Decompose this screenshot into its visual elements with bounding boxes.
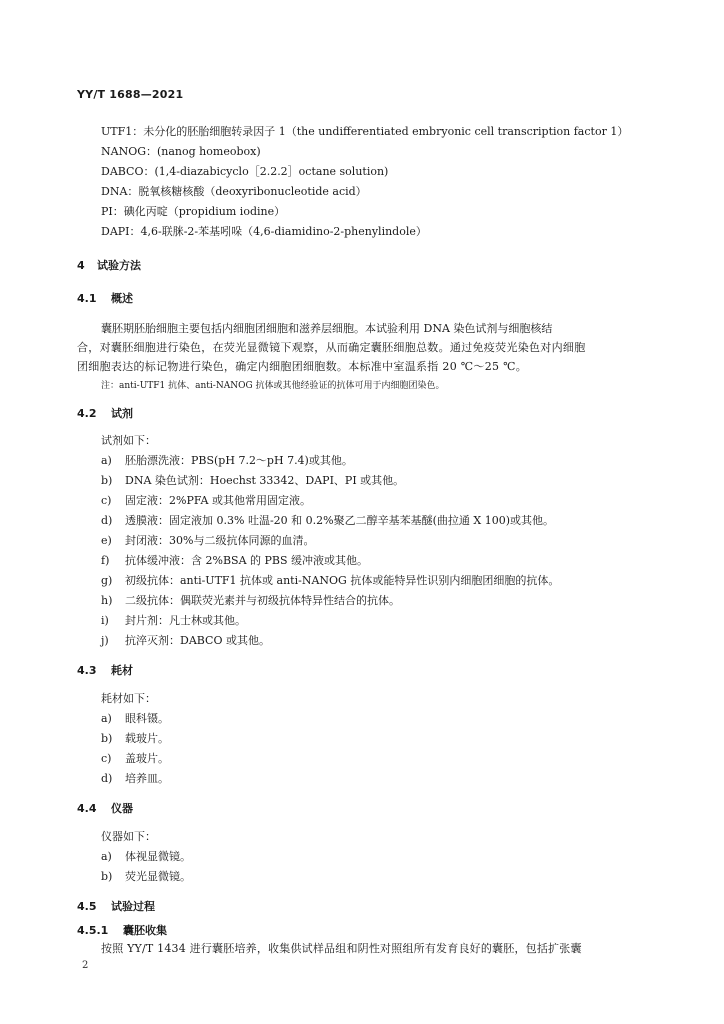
section-number: 4.2 [77, 407, 97, 420]
list-item [101, 592, 400, 608]
section-title: 试验过程 [111, 900, 155, 913]
list-label: b) [101, 474, 113, 487]
list-item [101, 512, 554, 528]
section-number: 4.5.1 [77, 924, 109, 937]
list-label: f) [101, 554, 110, 567]
list-label: j) [101, 634, 109, 647]
section-4-4-heading [77, 800, 133, 816]
list-label: c) [101, 494, 112, 507]
list-text: 眼科镊。 [125, 712, 169, 725]
list-item [101, 750, 169, 766]
list-text: 荧光显微镜。 [125, 870, 191, 883]
list-intro: 耗材如下： [101, 692, 156, 705]
list-text: DNA 染色试剂：Hoechst 33342、DAPI、PI 或其他。 [125, 474, 405, 487]
list-label: b) [101, 732, 113, 745]
list-item [101, 572, 559, 588]
list-item [101, 612, 246, 628]
section-4-heading [77, 257, 141, 273]
list-item [101, 848, 191, 864]
paragraph-line: 按照 YY/T 1434 进行囊胚培养，收集供试样品组和阴性对照组所有发育良好的囊胚，包括扩张囊 [101, 942, 582, 955]
list-intro: 仪器如下： [101, 830, 156, 843]
list-text: 透膜液：固定液加 0.3% 吐温-20 和 0.2%聚乙二醇辛基苯基醚(曲拉通 X 100)或其他。 [125, 514, 554, 527]
list-text: 盖玻片。 [125, 752, 169, 765]
list-item [101, 532, 314, 548]
section-title: 试验方法 [97, 259, 141, 272]
list-label: a) [101, 850, 112, 863]
document-header-id: YY/T 1688—2021 [77, 88, 184, 101]
list-label: e) [101, 534, 112, 547]
list-label: c) [101, 752, 112, 765]
section-4-1-heading [77, 290, 133, 306]
list-label: i) [101, 614, 109, 627]
section-title: 囊胚收集 [123, 924, 167, 937]
note: 注：anti-UTF1 抗体、anti-NANOG 抗体或其他经验证的抗体可用于内细胞团染色。 [101, 381, 445, 391]
abbreviation-nanog: NANOG：(nanog homeobox) [101, 145, 261, 158]
abbreviation-dna: DNA：脱氧核糖核酸（deoxyribonucleotide acid） [101, 185, 367, 198]
list-label: a) [101, 454, 112, 467]
list-item [101, 492, 311, 508]
section-4-2-heading [77, 405, 133, 421]
list-item [101, 710, 169, 726]
list-label: d) [101, 514, 113, 527]
abbreviation-utf1: UTF1：未分化的胚胎细胞转录因子 1（the undifferentiated embryonic cell transcription factor 1） [101, 125, 629, 138]
list-item [101, 552, 368, 568]
list-text: 固定液：2%PFA 或其他常用固定液。 [125, 494, 311, 507]
section-4-3-heading [77, 662, 133, 678]
page-number: 2 [82, 960, 89, 971]
list-text: 培养皿。 [125, 772, 169, 785]
list-text: 抗淬灭剂：DABCO 或其他。 [125, 634, 270, 647]
list-text: 初级抗体：anti-UTF1 抗体或 anti-NANOG 抗体或能特异性识别内细胞团细胞的抗体。 [125, 574, 560, 587]
section-title: 概述 [111, 292, 133, 305]
section-4-5-heading [77, 898, 155, 914]
list-text: 封片剂：凡士林或其他。 [125, 614, 246, 627]
list-item [101, 770, 169, 786]
paragraph-line: 团细胞表达的标记物进行染色，确定内细胞团细胞数。本标准中室温系指 20 ℃～25 ℃。 [77, 360, 527, 373]
list-label: d) [101, 772, 113, 785]
abbreviation-dabco: DABCO：(1,4-diazabicyclo［2.2.2］octane solution) [101, 165, 389, 178]
section-title: 耗材 [111, 664, 133, 677]
list-item [101, 452, 353, 468]
abbreviation-dapi: DAPI：4,6-联脒-2-苯基吲哚（4,6-diamidino-2-phenylindole） [101, 225, 427, 238]
list-item [101, 868, 191, 884]
section-number: 4.1 [77, 292, 97, 305]
list-label: a) [101, 712, 112, 725]
section-4-5-1-heading [77, 922, 167, 938]
list-label: g) [101, 574, 113, 587]
list-item [101, 730, 169, 746]
abbreviation-pi: PI：碘化丙啶（propidium iodine） [101, 205, 286, 218]
list-text: 抗体缓冲液：含 2%BSA 的 PBS 缓冲液或其他。 [125, 554, 369, 567]
list-label: b) [101, 870, 113, 883]
list-text: 胚胎漂洗液：PBS(pH 7.2～pH 7.4)或其他。 [125, 454, 353, 467]
section-title: 仪器 [111, 802, 133, 815]
paragraph-line: 合，对囊胚细胞进行染色，在荧光显微镜下观察，从而确定囊胚细胞总数。通过免疫荧光染色对内细胞 [77, 341, 586, 354]
section-title: 试剂 [111, 407, 133, 420]
list-text: 体视显微镜。 [125, 850, 191, 863]
list-item [101, 472, 404, 488]
section-number: 4.3 [77, 664, 97, 677]
list-text: 二级抗体：偶联荧光素并与初级抗体特异性结合的抗体。 [125, 594, 400, 607]
list-text: 载玻片。 [125, 732, 169, 745]
list-intro: 试剂如下： [101, 434, 156, 447]
section-number: 4.5 [77, 900, 97, 913]
list-text: 封闭液：30%与二级抗体同源的血清。 [125, 534, 315, 547]
section-number: 4 [77, 259, 85, 272]
paragraph-line: 囊胚期胚胎细胞主要包括内细胞团细胞和滋养层细胞。本试验利用 DNA 染色试剂与细胞核结 [101, 322, 553, 335]
list-item [101, 632, 270, 648]
list-label: h) [101, 594, 113, 607]
section-number: 4.4 [77, 802, 97, 815]
